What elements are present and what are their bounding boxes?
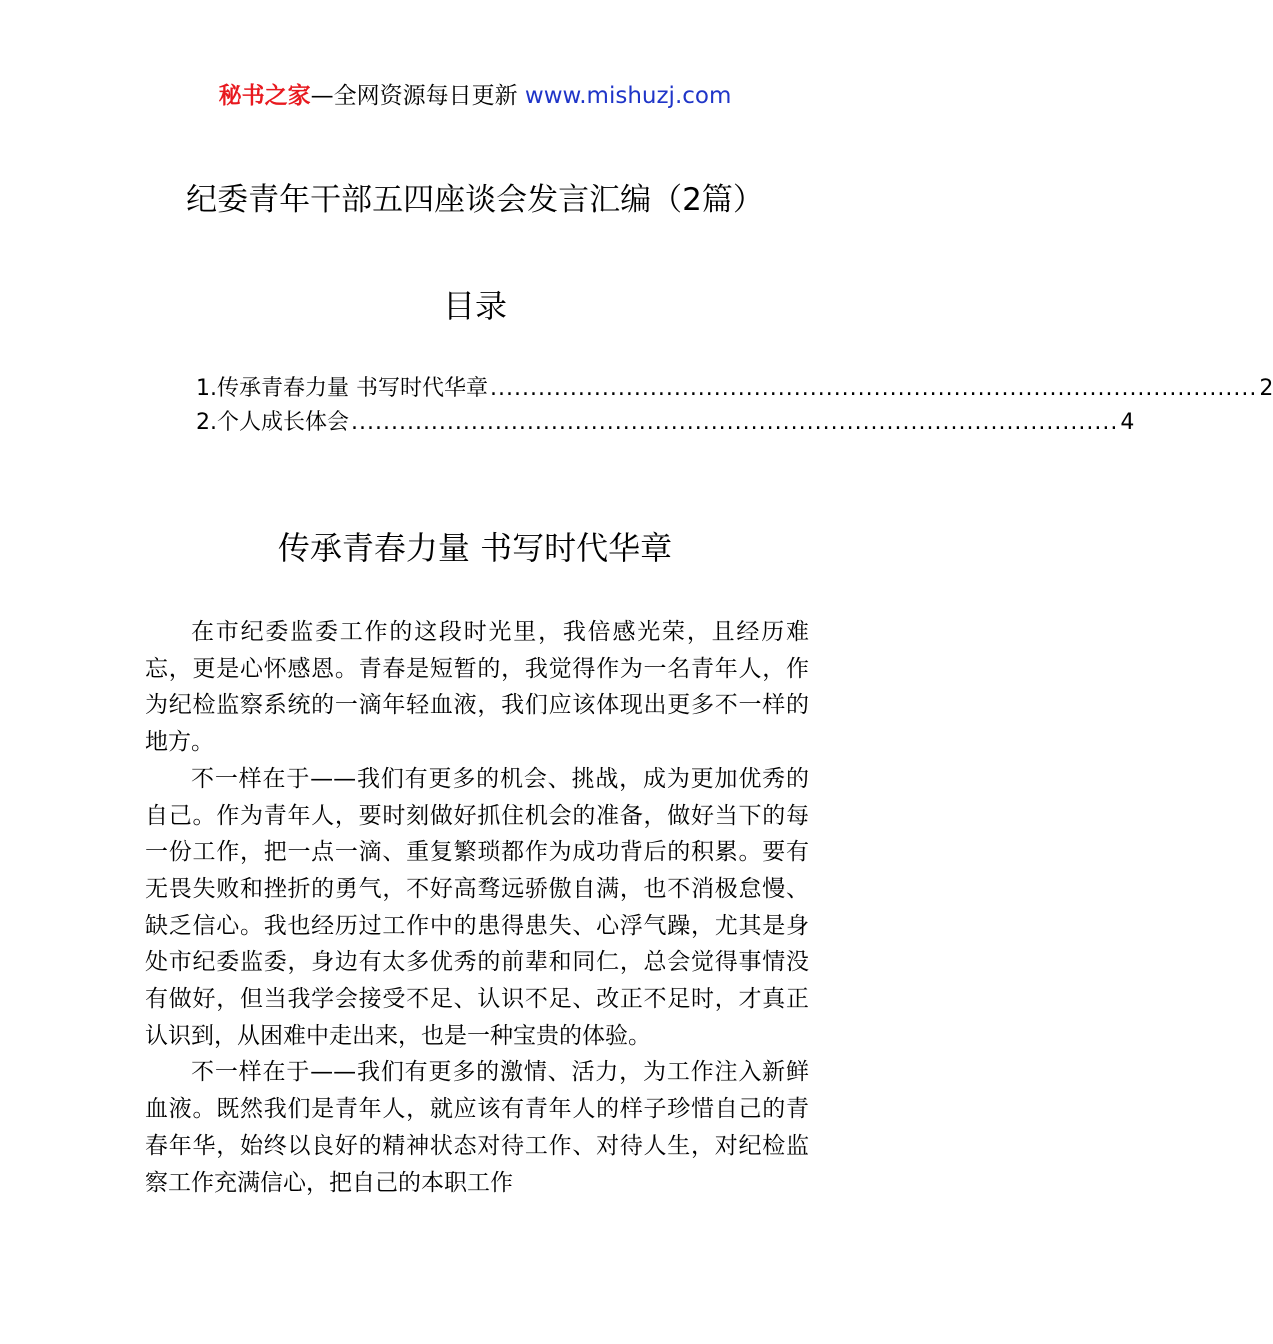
section-body — [145, 614, 809, 1201]
toc-item-1[interactable] — [196, 372, 1273, 406]
table-of-contents — [196, 372, 1273, 440]
section-title: 传承青春力量 书写时代华章 — [277, 529, 673, 567]
site-tagline: —全网资源每日更新 — [310, 83, 525, 109]
toc-item-2[interactable] — [196, 406, 1135, 440]
site-brand: 秘书之家 — [218, 83, 311, 109]
toc-item-page: 2 — [1259, 376, 1273, 401]
body-paragraph-3: 不一样在于——我们有更多的激情、活力，为工作注入新鲜血液。既然我们是青年人，就应该有青年人的样子珍惜自己的青春年华，始终以良好的精神状态对待工作、对待人生，对纪检监察工作充满信心，把自己的本职工作 — [145, 1059, 809, 1196]
site-url-link[interactable]: www.mishuzj.com — [524, 83, 732, 109]
document-title: 纪委青年干部五四座谈会发言汇编（2篇） — [186, 182, 764, 218]
toc-item-label: 1.传承青春力量 书写时代华章 — [196, 376, 488, 401]
body-paragraph-2: 不一样在于——我们有更多的机会、挑战，成为更加优秀的自己。作为青年人，要时刻做好抓住机会的准备，做好当下的每一份工作，把一点一滴、重复繁琐都作为成功背后的积累。要有无畏失败和挫折的勇气，不好高骛远骄傲自满，也不消极怠慢、缺乏信心。我也经历过工作中的患得患失、心浮气躁，尤其是身处市纪委监委，身边有太多优秀的前辈和同仁，总会觉得事情没有做好，但当我学会接受不足、认识不足、改正不足时，才真正认识到，从困难中走出来，也是一种宝贵的体验。 — [145, 765, 809, 1049]
toc-heading: 目录 — [442, 287, 507, 325]
toc-dot-leader: ................................................................................................ — [351, 410, 1119, 435]
body-paragraph-1: 在市纪委监委工作的这段时光里，我倍感光荣，且经历难忘，更是心怀感恩。青春是短暂的，我觉得作为一名青年人，作为纪检监察系统的一滴年轻血液，我们应该体现出更多不一样的地方。 — [145, 619, 809, 756]
toc-item-page: 4 — [1120, 410, 1135, 435]
toc-dot-leader: ................................................................................................ — [489, 376, 1258, 401]
site-header — [0, 80, 950, 112]
toc-item-label: 2.个人成长体会 — [196, 410, 349, 435]
